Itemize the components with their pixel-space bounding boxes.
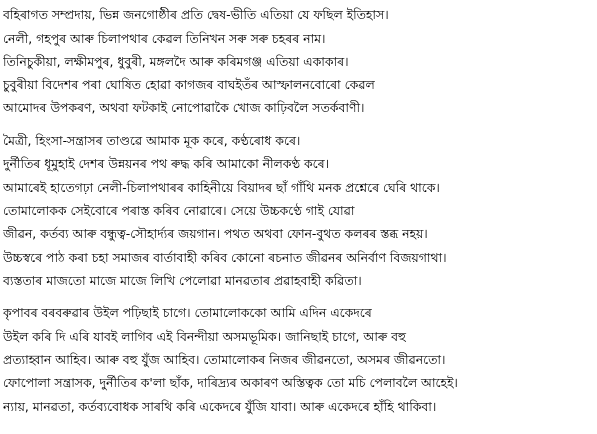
text-line: বহিৰাগত সম্প্ৰদায়, ভিন্ন জনগোষ্ঠীৰ প্ৰতি দ্বেষ-ভীতি এতিয়া যে ফছিল ইতিহাস। (3, 7, 389, 22)
text-line: নেলী, গহপুৰ আৰু চিলাপথাৰ কেৱল তিনিখন সৰু সৰু চহৰৰ নাম। (3, 31, 326, 46)
text-line: মৈত্ৰী, হিংসা-সন্ত্ৰাসৰ তাণ্ডৱে আমাক মূক কৰে, কণ্ঠৰোধ কৰে। (3, 133, 301, 148)
text-line: জীৱন, কৰ্তব্য আৰু বন্ধুত্ব-সৌহাৰ্দ্যৰ জয়গান। পথত অথবা ফোন-বুথত কলৰৰ স্তব্ধ নহয়। (3, 226, 428, 241)
text-line: উচ্চস্বৰে পাঠ কৰা চহা সমাজৰ বাৰ্তাবাহী কৰিব কোনো ৰচনাত জীৱনৰ অনিৰ্বাণ বিজয়গাথা। (3, 250, 447, 265)
text-line: তোমালোকক সেইবোৰে পৰাস্ত কৰিব নোৱাৰে। সেয়ে উচ্চকণ্ঠে গাই যোৱা (3, 203, 355, 218)
text-line: ব্যস্ততাৰ মাজতো মাজে মাজে লিখি পেলোৱা মানৱতাৰ প্ৰৱাহবাহী কৱিতা। (3, 273, 362, 288)
text-line: ন্যায়, মানৱতা, কৰ্তব্যবোধক সাৰথি কৰি একেদৰে যুঁজি যাবা। আৰু একেদৰে হাঁহি থাকিবা। (3, 399, 437, 414)
text-line: আমাৰেই হাতেগঢ়া নেলী-চিলাপথাৰৰ কাহিনীয়ে বিয়াদৰ ছাঁ গাঁথি মনক প্ৰশ্নেৰে ঘেৰি থাকে। (3, 180, 440, 195)
text-line: চুবুৰীয়া বিদেশৰ পৰা ঘোষিত হোৱা কাগজৰ বাঘইতঁৰ আস্ফালনবোৰো কেৱল (3, 77, 375, 92)
text-line: উইল কৰি দি এৰি যাবই লাগিব এই বিনন্দীয়া অসমভূমিক। জানিছাই চাগে, আৰু বহু (3, 329, 406, 344)
text-line: তিনিচুকীয়া, লক্ষীমপুৰ, ধুবুৰী, মঙ্গলদৈ আৰু কৰিমগঞ্জ এতিয়া একাকাৰ। (3, 54, 349, 69)
text-line: আমোদৰ উপকৰণ, অথবা ফটকাই নোপোৱাকৈ খোজ কাঢ়িবলৈ সতৰ্কবাণী। (3, 100, 365, 115)
text-line: প্ৰত্যাহ্বান আহিব। আৰু বহু যুঁজ আহিব। তোমালোকৰ নিজৰ জীৱনতো, অসমৰ জীৱনতো। (3, 352, 446, 367)
text-line: ফোপোলা সন্ত্ৰাসক, দুৰ্নীতিৰ ক'লা ছাঁক, দাৰিদ্ৰ্যৰ অকাৰণ অস্তিত্বক তো মচি পেলাবলৈ আহেই। (3, 375, 458, 390)
text-line: দুৰ্নীতিৰ ধূমুহাই দেশৰ উন্নয়নৰ পথ ৰুদ্ধ কৰি আমাকো নীলকণ্ঠ কৰে। (3, 156, 330, 171)
text-line: কৃপাবৰ বৰবৰুৱাৰ উইল পঢ়িছাই চাগে। তোমালোককো আমি এদিন একেদৰে (3, 305, 372, 320)
